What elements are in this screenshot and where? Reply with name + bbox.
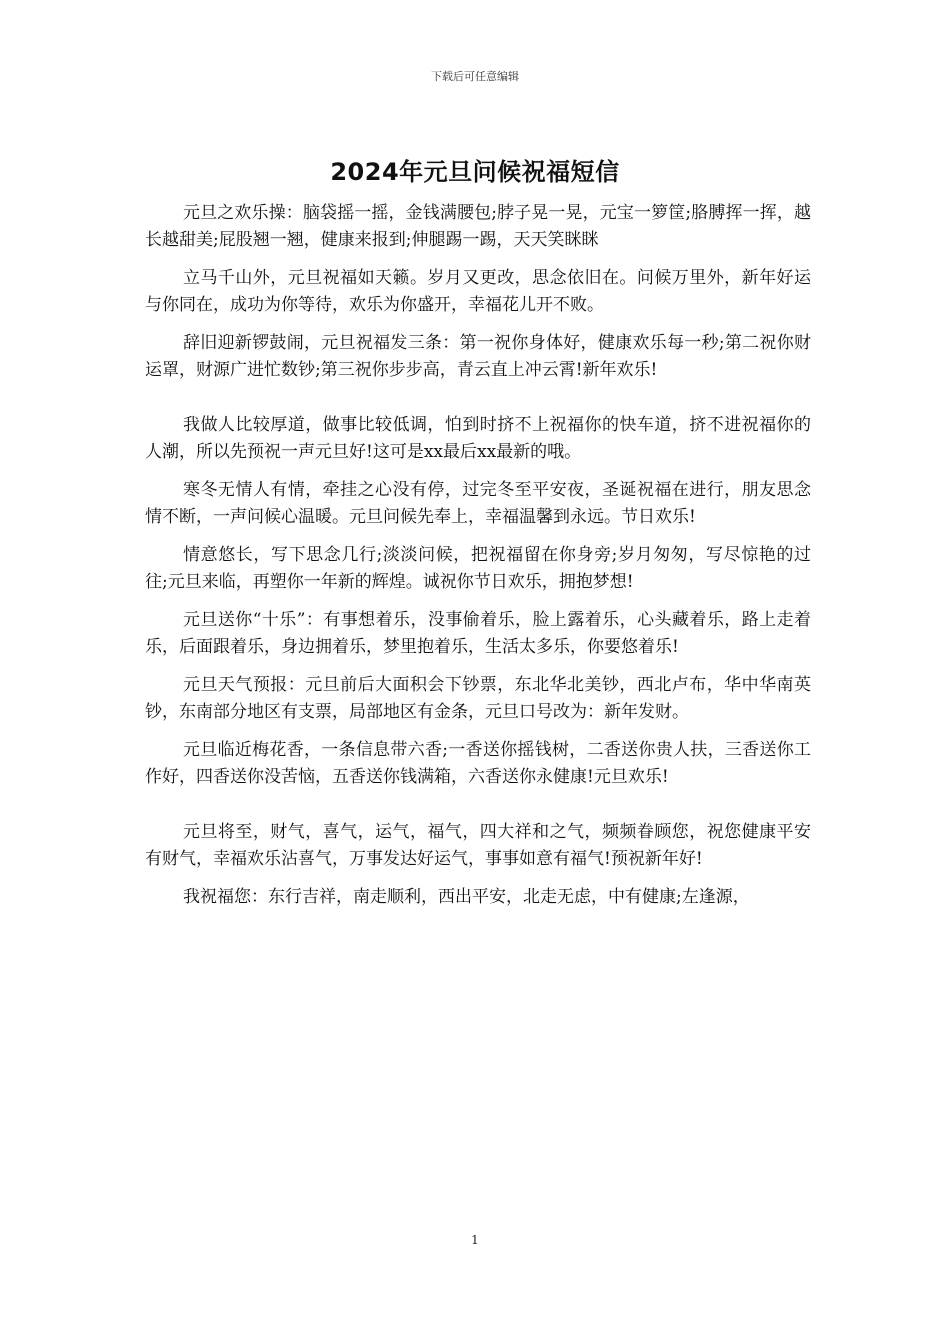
paragraph: 元旦之欢乐操：脑袋摇一摇，金钱满腰包;脖子晃一晃，元宝一箩筐;胳膊挥一挥，越长越甜美;屁股翘一翘，健康来报到;伸腿踢一踢，天天笑眯眯 bbox=[145, 203, 811, 250]
header-note: 下载后可任意编辑 bbox=[431, 70, 519, 83]
paragraph: 元旦天气预报：元旦前后大面积会下钞票，东北华北美钞，西北卢布，华中华南英钞，东南部分地区有支票，局部地区有金条，元旦口号改为：新年发财。 bbox=[145, 675, 811, 722]
document-body bbox=[145, 200, 811, 922]
document-title: 2024年元旦问候祝福短信 bbox=[330, 158, 620, 186]
paragraph: 元旦送你“十乐”：有事想着乐，没事偷着乐，脸上露着乐，心头藏着乐，路上走着乐，后面跟着乐，身边拥着乐，梦里抱着乐，生活太多乐，你要悠着乐! bbox=[145, 610, 811, 657]
paragraph: 情意悠长，写下思念几行;淡淡问候，把祝福留在你身旁;岁月匆匆，写尽惊艳的过往;元旦来临，再塑你一年新的辉煌。诚祝你节日欢乐，拥抱梦想! bbox=[145, 545, 811, 592]
paragraph: 辞旧迎新锣鼓闹，元旦祝福发三条：第一祝你身体好，健康欢乐每一秒;第二祝你财运罩，财源广进忙数钞;第三祝你步步高，青云直上冲云霄!新年欢乐! bbox=[145, 333, 811, 380]
paragraph: 元旦将至，财气，喜气，运气，福气，四大祥和之气，频频眷顾您，祝您健康平安有财气，幸福欢乐沾喜气，万事发达好运气，事事如意有福气!预祝新年好! bbox=[145, 822, 811, 869]
paragraph: 元旦临近梅花香，一条信息带六香;一香送你摇钱树，二香送你贵人扶，三香送你工作好，四香送你没苦恼，五香送你钱满箱，六香送你永健康!元旦欢乐! bbox=[145, 740, 811, 787]
paragraph: 立马千山外，元旦祝福如天籁。岁月又更改，思念依旧在。问候万里外，新年好运与你同在，成功为你等待，欢乐为你盛开，幸福花儿开不败。 bbox=[145, 268, 811, 315]
paragraph: 寒冬无情人有情，牵挂之心没有停，过完冬至平安夜，圣诞祝福在进行，朋友思念情不断，一声问候心温暖。元旦问候先奉上，幸福温馨到永远。节日欢乐! bbox=[145, 480, 811, 527]
page-number: 1 bbox=[471, 1233, 479, 1247]
paragraph: 我做人比较厚道，做事比较低调，怕到时挤不上祝福你的快车道，挤不进祝福你的人潮，所以先预祝一声元旦好!这可是xx最后xx最新的哦。 bbox=[145, 415, 811, 462]
paragraph: 我祝福您：东行吉祥，南走顺利，西出平安，北走无虑，中有健康;左逢源， bbox=[183, 887, 750, 907]
